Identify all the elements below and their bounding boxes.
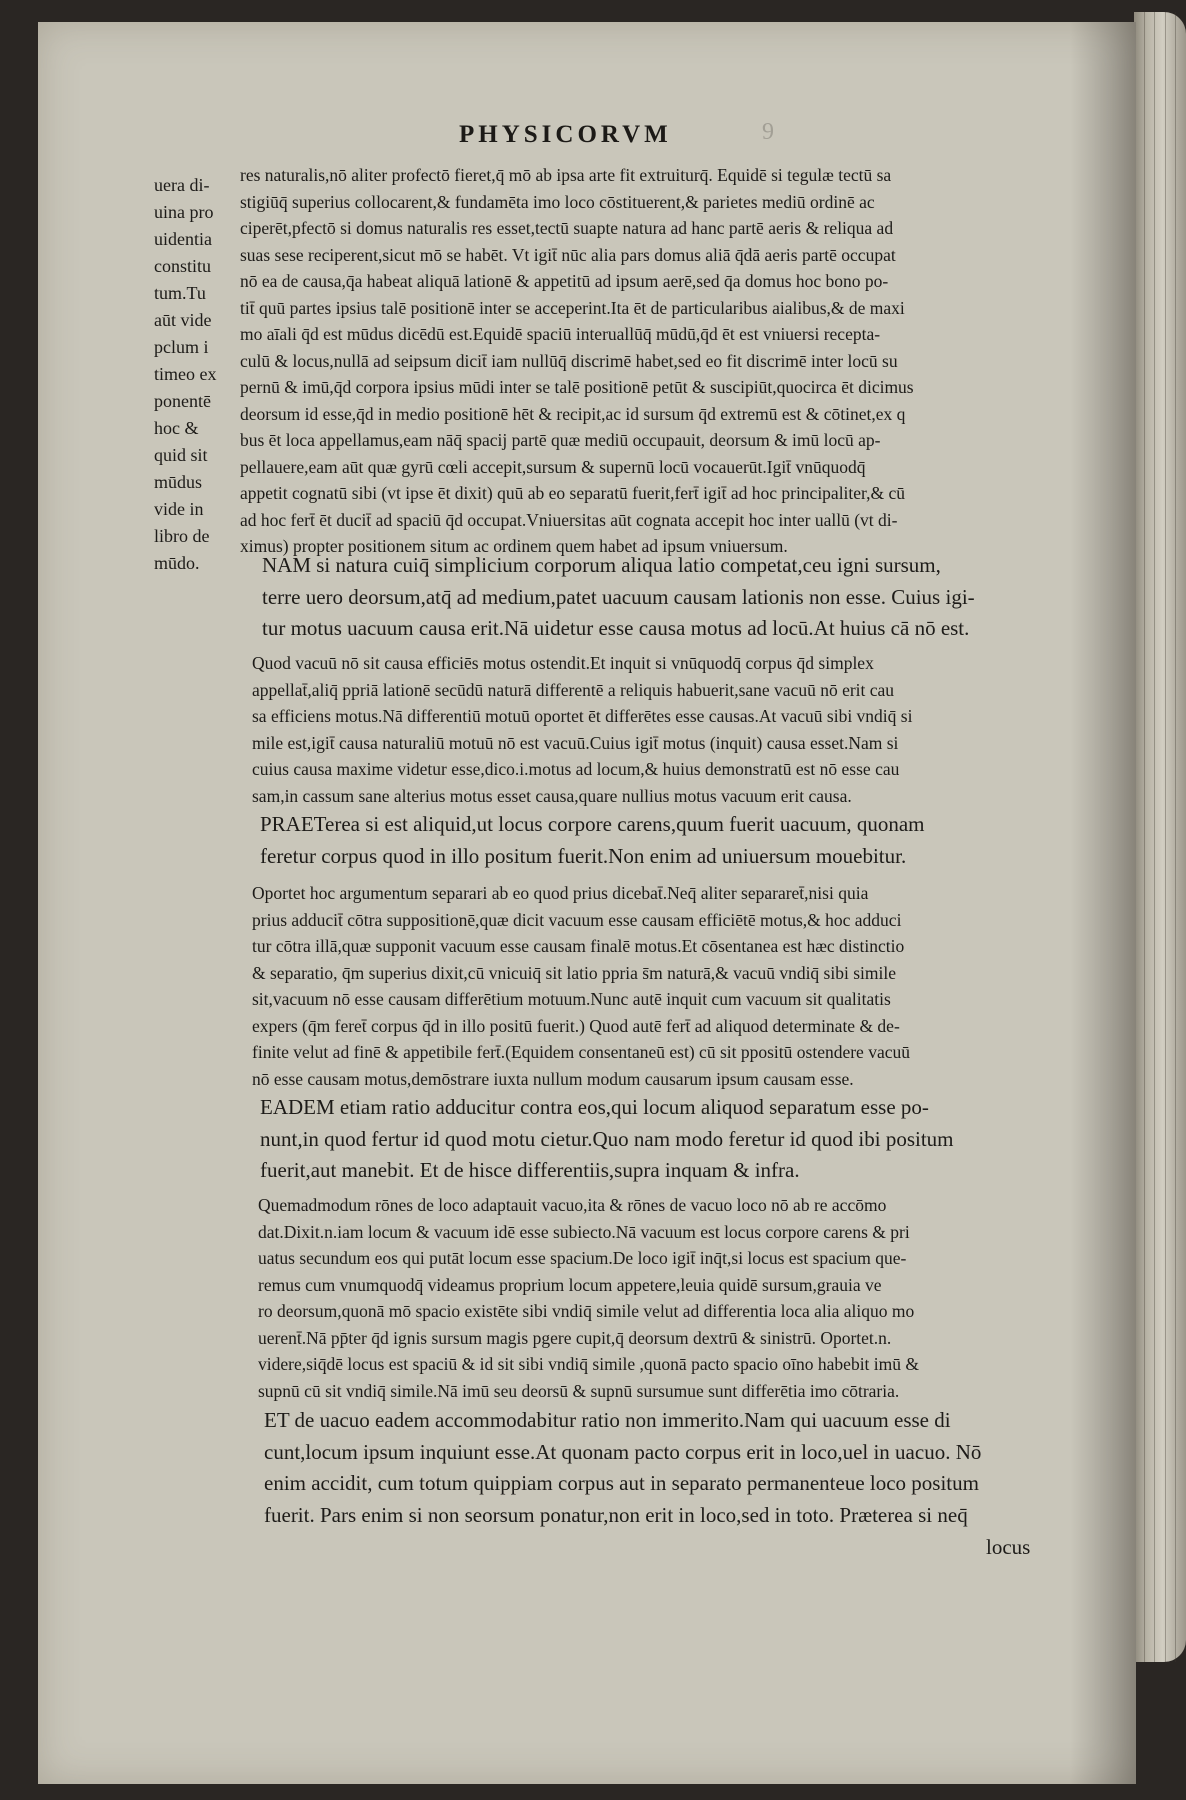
commentary-line: cuius causa maxime videtur esse,dico.i.motus ad locum,& huius demonstratū est nō esse cau bbox=[252, 759, 900, 779]
page-edges bbox=[1134, 12, 1186, 1662]
margin-note-line: aūt vide bbox=[154, 310, 212, 330]
commentary-line: pellauere,eam aūt quæ gyrū cœli accepit,sursum & supernū locū vocauerūt.Igit̄ vnūquodq̄ bbox=[240, 456, 866, 477]
commentary-block-2 bbox=[252, 650, 1084, 809]
lemma-line: tur motus uacuum causa erit.Nā uidetur esse causa motus ad locū.At huius cā nō est. bbox=[262, 616, 970, 640]
lemma-line: NAM si natura cuiq̄ simplicium corporum aliqua latio competat,ceu igni sursum, bbox=[262, 553, 941, 577]
commentary-line: bus ēt loca appellamus,eam nāq̄ spacij partē quæ mediū occupauit, deorsum & imū locū ap- bbox=[240, 430, 881, 450]
margin-note-line: constitu bbox=[154, 256, 211, 276]
commentary-line: videre,siq̄dē locus est spaciū & id sit sibi vndiq̄ simile ,quonā pacto spacio oīno habebit imū & bbox=[258, 1354, 920, 1374]
folio-mark: 9 bbox=[762, 119, 774, 145]
commentary-block-4 bbox=[258, 1192, 1084, 1404]
margin-note-line: vide in bbox=[154, 499, 204, 519]
lemma-line: feretur corpus quod in illo positum fuerit.Non enim ad uniuersum mouebitur. bbox=[260, 843, 907, 868]
lemma-line: PRAETerea si est aliquid,ut locus corpore carens,quum fuerit uacuum, quonam bbox=[260, 812, 925, 836]
commentary-line: Quod vacuū nō sit causa efficiēs motus ostendit.Et inquit si vnūquodq̄ corpus q̄d simplex bbox=[252, 653, 874, 673]
commentary-line: res naturalis,nō aliter profectō fieret,q̄ mō ab ipsa arte fit extruiturq̄. Equidē si tegulæ tectū sa bbox=[240, 165, 892, 185]
margin-note-line: uina pro bbox=[154, 202, 214, 222]
lemma-line: fuerit. Pars enim si non seorsum ponatur,non erit in loco,sed in toto. Præterea si neq̄ bbox=[264, 1502, 968, 1527]
commentary-line: supnū cū sit vndiq̄ simile.Nā imū seu deorsū & supnū sursumue sunt differētia imo cōtraria. bbox=[258, 1380, 900, 1401]
margin-note-line: ponentē bbox=[154, 391, 211, 411]
lemma-block-2 bbox=[260, 809, 1082, 872]
commentary-line: Quemadmodum rōnes de loco adaptauit vacuo,ita & rōnes de vacuo loco nō ab re accōmo bbox=[258, 1195, 887, 1215]
margin-note-line: mūdo. bbox=[154, 553, 200, 573]
lemma-line: nunt,in quod fertur id quod motu cietur.Quo nam modo feretur id quod ibi positum bbox=[260, 1126, 954, 1151]
margin-note-line: hoc & bbox=[154, 418, 199, 438]
commentary-line: finite velut ad finē & appetibile fert̄.(Equidem consentaneū est) cū sit ppositū ostendere vacuū bbox=[252, 1042, 910, 1062]
commentary-line: ciperēt,pfectō si domus naturalis res esset,tectū suapte natura ad hanc partē aeris & reliqua ad bbox=[240, 218, 894, 238]
lemma-block-1 bbox=[262, 550, 1082, 645]
commentary-line: ad hoc fert̄ ēt ducit̄ ad spaciū q̄d occupat.Vniuersitas aūt cognata accepit hoc inter uallū (vt di- bbox=[240, 509, 898, 530]
commentary-line: sam,in cassum sane alterius motus esset causa,quare nullius motus vacuum erit causa. bbox=[252, 785, 852, 806]
lemma-block-3 bbox=[260, 1092, 1082, 1187]
commentary-block-1 bbox=[240, 162, 1082, 560]
lemma-line: fuerit,aut manebit. Et de hisce differentiis,supra inquam & infra. bbox=[260, 1158, 800, 1182]
lemma-block-4 bbox=[264, 1405, 1082, 1531]
commentary-line: mo aīali q̄d est mūdus dicēdū est.Equidē spaciū interuallūq̄ mūdū,q̄d ēt est vniuersi recepta- bbox=[240, 324, 881, 344]
commentary-block-3 bbox=[252, 880, 1084, 1092]
margin-note-line: libro de bbox=[154, 526, 210, 546]
commentary-line: prius adducit̄ cōtra suppositionē,quæ dicit vacuum esse causam efficiētē motus,& hoc adduci bbox=[252, 909, 902, 930]
margin-note-line: uidentia bbox=[154, 229, 212, 249]
margin-note-line: mūdus bbox=[154, 472, 203, 492]
margin-note-line: timeo ex bbox=[154, 364, 217, 384]
margin-notes bbox=[154, 172, 238, 577]
commentary-line: tit̄ quū partes ipsius talē positionē inter se acceperint.Ita ēt de particularibus aialibus,& de maxi bbox=[240, 297, 905, 318]
commentary-line: expers (q̄m feret̄ corpus q̄d in illo positū fuerit.) Quod autē fert̄ ad aliquod determinate & de- bbox=[252, 1015, 900, 1036]
commentary-line: remus cum vnumquodq̄ videamus proprium locum appetere,leuia quidē sursum,grauia ve bbox=[258, 1274, 882, 1295]
lemma-line: cunt,locum ipsum inquiunt esse.At quonam pacto corpus erit in loco,uel in uacuo. Nō bbox=[264, 1439, 982, 1464]
commentary-line: nō esse causam motus,demōstrare iuxta nullum modum causarum ipsum causam esse. bbox=[252, 1068, 854, 1089]
commentary-line: nō ea de causa,q̄a habeat aliquā lationē & appetitū ad ipsum aerē,sed q̄a domus hoc bono po- bbox=[240, 271, 889, 291]
commentary-line: appellat̄,aliq̄ ppriā lationē secūdū naturā differentē a reliquis habuerit,sane vacuū nō erit cau bbox=[252, 679, 895, 700]
margin-note-line: pclum i bbox=[154, 337, 209, 357]
commentary-line: ro deorsum,quonā mō spacio existēte sibi vndiq̄ simile velut ad differentia loca alia aliquo mo bbox=[258, 1301, 915, 1321]
commentary-line: pernū & imū,q̄d corpora ipsius mūdi inter se talē positionē petūt & suscipiūt,quocirca ēt dicimus bbox=[240, 377, 914, 397]
commentary-line: sa efficiens motus.Nā differentiū motuū oportet ēt differētes esse causas.At vacuū sibi vndiq̄ si bbox=[252, 706, 913, 726]
lemma-line: EADEM etiam ratio adducitur contra eos,qui locum aliquod separatum esse po- bbox=[260, 1095, 929, 1119]
margin-note-line: uera di- bbox=[154, 175, 210, 195]
margin-note-line: quid sit bbox=[154, 445, 208, 465]
commentary-line: uatus secundum eos qui putāt locum esse spacium.De loco igit̄ inq̄t,si locus est spacium que- bbox=[258, 1248, 907, 1268]
lemma-line: enim accidit, cum totum quippiam corpus aut in separato permanenteue loco positum bbox=[264, 1471, 979, 1495]
margin-note-line: tum.Tu bbox=[154, 283, 206, 303]
lemma-line: ET de uacuo eadem accommodabitur ratio non immerito.Nam qui uacuum esse di bbox=[264, 1408, 951, 1432]
commentary-line: ximus) propter positionem situm ac ordinem quem habet ad ipsum vniuersum. bbox=[240, 536, 788, 556]
commentary-line: sit,vacuum nō esse causam differētium motuum.Nunc autē inquit cum vacuum sit qualitatis bbox=[252, 989, 891, 1009]
lemma-line: terre uero deorsum,atq̄ ad medium,patet uacuum causam lationis non esse. Cuius igi- bbox=[262, 584, 975, 609]
commentary-line: Oportet hoc argumentum separari ab eo quod prius dicebat̄.Neq̄ aliter separaret̄,nisi quia bbox=[252, 883, 869, 903]
commentary-line: dat.Dixit.n.iam locum & vacuum idē esse subiecto.Nā vacuum est locus corpore carens & pri bbox=[258, 1221, 910, 1242]
commentary-line: & separatio, q̄m superius dixit,cū vnicuiq̄ sit latio ppria s̄m naturā,& vacuū vndiq̄ sibi simile bbox=[252, 962, 896, 983]
catchword: locus bbox=[986, 1535, 1031, 1559]
commentary-line: appetit cognatū sibi (vt ipse ēt dixit) quū ab eo separatū fuerit,fert̄ igit̄ ad hoc principaliter,& cū bbox=[240, 483, 906, 503]
commentary-line: mile est,igit̄ causa naturaliū motuū nō est vacuū.Cuius igit̄ motus (inquit) causa esset.Nam si bbox=[252, 732, 899, 753]
running-head: PHYSICORVM bbox=[459, 121, 672, 148]
commentary-line: suas sese reciperent,sicut mō se habēt. Vt igit̄ nūc alia pars domus aliā q̄dā aeris partē occupat bbox=[240, 244, 896, 265]
commentary-line: culū & locus,nullā ad seipsum dicit̄ iam nullūq̄ discrimē habet,sed eo fit discrimē inter locū su bbox=[240, 350, 898, 371]
commentary-line: uerent̄.Nā pp̄ter q̄d ignis sursum magis pgere cupit,q̄ deorsum dextrū & sinistrū. Oportet.n. bbox=[258, 1327, 892, 1348]
commentary-line: tur cōtra illā,quæ supponit vacuum esse causam finalē motus.Et cōsentanea est hæc distinctio bbox=[252, 936, 905, 956]
commentary-line: stigiūq̄ superius collocarent,& fundamēta imo loco cōstituerent,& parietes mediū ordinē ac bbox=[240, 191, 875, 212]
commentary-line: deorsum id esse,q̄d in medio positionē hēt & recipit,ac id sursum q̄d extremū est & cōtinet,ex q bbox=[240, 403, 906, 424]
